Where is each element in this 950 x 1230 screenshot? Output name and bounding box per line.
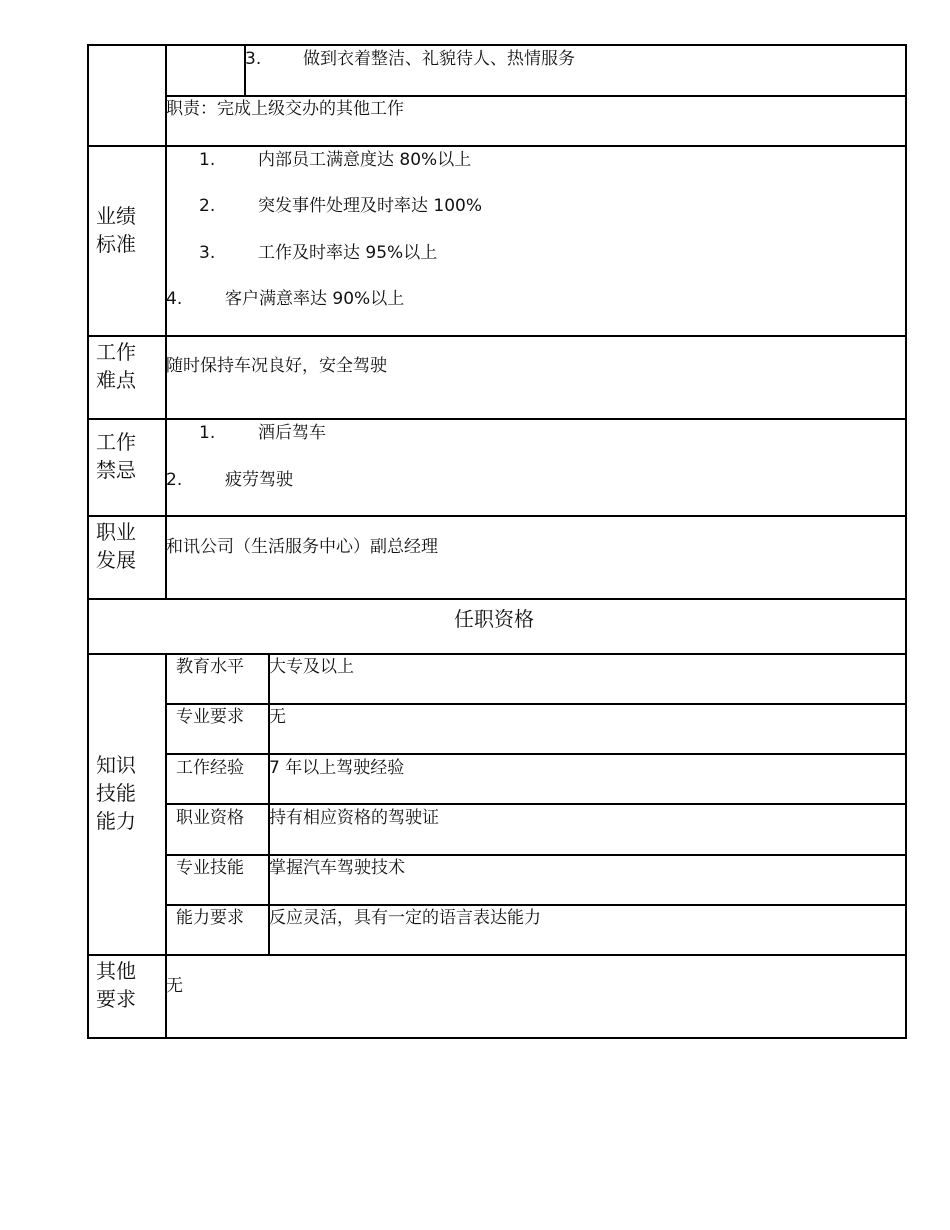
duty-item-text: 做到衣着整洁、礼貌待人、热情服务 (303, 49, 575, 69)
qualification-row-label: 工作经验 (176, 758, 244, 778)
career-text: 和讯公司（生活服务中心）副总经理 (166, 537, 438, 557)
performance-label: 业绩 标准 (96, 204, 136, 256)
performance-item-text: 客户满意率达 90%以上 (225, 289, 405, 309)
difficulty-text: 随时保持车况良好，安全驾驶 (166, 356, 387, 376)
qualification-row-value: 7 年以上驾驶经验 (269, 758, 405, 778)
row-divider (165, 703, 907, 705)
row-divider (165, 803, 907, 805)
row-divider (87, 145, 907, 147)
prohibition-item-number: 1. (199, 423, 216, 443)
duty-other-text: 职责：完成上级交办的其他工作 (166, 99, 404, 119)
difficulty-label: 工作 难点 (96, 340, 136, 392)
row-divider (87, 653, 907, 655)
prohibition-item-number: 2. (166, 470, 183, 490)
qualification-row-label: 能力要求 (176, 908, 244, 928)
prohibition-item-text: 酒后驾车 (258, 423, 326, 443)
table-border-bottom (87, 1037, 907, 1039)
row-divider (87, 335, 907, 337)
qualification-row-label: 专业技能 (176, 858, 244, 878)
qualification-row-label: 职业资格 (176, 808, 244, 828)
row-divider (87, 954, 907, 956)
performance-item-number: 3. (199, 243, 216, 263)
performance-item-number: 2. (199, 196, 216, 216)
row-divider (87, 515, 907, 517)
row-divider (165, 904, 907, 906)
qualifications-title: 任职资格 (454, 607, 534, 631)
performance-item-text: 内部员工满意度达 80%以上 (258, 150, 472, 170)
label-column-divider (165, 44, 167, 600)
row-divider (165, 753, 907, 755)
qualification-row-label: 教育水平 (176, 657, 244, 677)
table-border-top (87, 44, 907, 46)
other-text: 无 (166, 976, 183, 996)
table-border-right (905, 44, 907, 1039)
qualifications-label: 知识 技能 能力 (96, 753, 136, 833)
row-divider (87, 598, 907, 600)
performance-item-number: 1. (199, 150, 216, 170)
qualification-row-value: 持有相应资格的驾驶证 (269, 808, 439, 828)
career-label: 职业 发展 (96, 520, 136, 572)
qualification-row-value: 反应灵活，具有一定的语言表达能力 (269, 908, 541, 928)
performance-item-text: 突发事件处理及时率达 100% (258, 196, 483, 216)
qualification-row-value: 无 (269, 707, 286, 727)
duty-item-number: 3. (245, 49, 262, 69)
row-divider (87, 418, 907, 420)
other-label: 其他 要求 (96, 959, 136, 1011)
performance-item-text: 工作及时率达 95%以上 (258, 243, 438, 263)
prohibitions-label: 工作 禁忌 (96, 430, 136, 482)
row-divider (165, 854, 907, 856)
table-border-left (87, 44, 89, 1039)
qualification-row-label: 专业要求 (176, 707, 244, 727)
prohibition-item-text: 疲劳驾驶 (225, 470, 293, 490)
performance-item-number: 4. (166, 289, 183, 309)
row-divider (165, 95, 907, 97)
qualification-row-value: 大专及以上 (269, 657, 354, 677)
qualification-row-value: 掌握汽车驾驶技术 (269, 858, 405, 878)
